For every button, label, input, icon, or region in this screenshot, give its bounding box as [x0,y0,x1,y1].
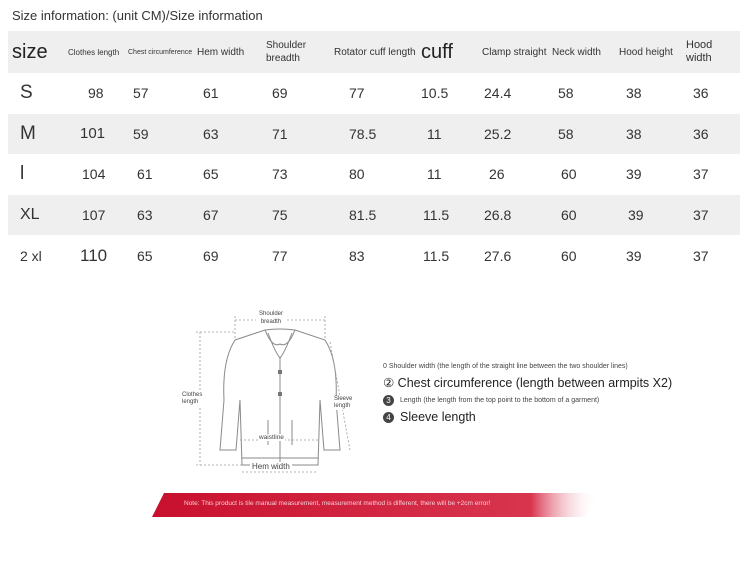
header-rotator-cuff-length: Rotator cuff length [334,46,416,58]
hem-cell: 65 [203,166,219,183]
size-cell: l [20,163,25,185]
rotator-cuff-cell: 80 [349,166,365,183]
header-cuff: cuff [421,40,453,63]
number-4-badge-icon: 4 [383,412,394,423]
header-size: size [12,40,48,63]
header-shoulder-breadth: Shoulder breadth [266,40,307,64]
header-hood-height: Hood height [619,46,673,58]
hood-width-cell: 37 [693,207,709,224]
clamp-cell: 26.8 [484,207,512,224]
size-cell: XL [20,206,40,224]
neck-cell: 60 [561,247,577,264]
table-row [8,235,740,276]
chest-cell: 57 [133,85,149,102]
table-row [8,154,740,195]
table-header-row [8,31,740,73]
shoulder-cell: 77 [272,247,288,264]
hem-width-label: Hem width [252,462,290,471]
hood-height-cell: 39 [626,166,642,183]
measurement-note-text: Note: This product is tile manual measurement, measurement method is different, there will be +2cm error! [184,500,491,507]
rotator-cuff-cell: 77 [349,85,365,102]
hood-height-cell: 39 [628,207,644,224]
shoulder-cell: 71 [272,125,288,142]
measurement-legend [383,362,703,424]
clothes-length-label: Clothes length [182,392,208,406]
clamp-cell: 27.6 [484,247,512,264]
header-neck-width: Neck width [552,46,601,58]
shoulder-breadth-label: Shoulder breadth [256,310,286,326]
measurement-note-banner [152,493,598,517]
clamp-cell: 25.2 [484,125,512,142]
clothes-length-cell: 98 [88,85,104,102]
neck-cell: 58 [558,85,574,102]
hood-width-cell: 36 [693,125,709,142]
hem-cell: 67 [203,207,219,224]
chest-cell: 65 [137,247,153,264]
chest-cell: 63 [137,207,153,224]
page-title: Size information: (unit CM)/Size information [12,8,263,23]
chest-cell: 61 [137,166,153,183]
clothes-length-cell: 104 [82,166,106,183]
neck-cell: 60 [561,166,577,183]
rotator-cuff-cell: 81.5 [349,207,377,224]
neck-cell: 60 [561,207,577,224]
size-cell: M [20,122,36,144]
waistline-label: waistline [259,434,284,441]
sleeve-length-label: Sleeve length [334,396,356,410]
cuff-cell: 11 [427,125,442,142]
table-row [8,114,740,155]
chest-cell: 59 [133,125,149,142]
shoulder-cell: 73 [272,166,288,183]
header-clamp-straight: Clamp straight [482,46,547,58]
table-row [8,73,740,114]
hem-cell: 63 [203,125,219,142]
garment-sketch [180,300,380,478]
neck-cell: 58 [558,125,574,142]
clamp-cell: 26 [489,166,505,183]
legend-sleeve-row [383,410,703,424]
shoulder-cell: 69 [272,85,288,102]
hood-width-cell: 37 [693,166,709,183]
header-chest-circumference: Chest circumference [128,48,193,56]
legend-shoulder-width: 0 Shoulder width (the length of the straight line between the two shoulder lines) [383,363,628,370]
legend-chest-circumference: ② Chest circumference (length between armpits X2) [383,376,673,390]
header-clothes-length: Clothes length [68,47,120,57]
clothes-length-cell: 101 [80,125,106,143]
cuff-cell: 11.5 [423,207,450,224]
table-row [8,195,740,236]
shoulder-cell: 75 [272,207,288,224]
number-3-badge-icon: 3 [383,395,394,406]
hood-height-cell: 38 [626,125,642,142]
hood-height-cell: 38 [626,85,642,102]
clothes-length-cell: 110 [80,245,108,265]
cuff-cell: 10.5 [421,85,449,102]
legend-sleeve-length: Sleeve length [400,410,476,424]
size-cell: S [20,82,33,104]
rotator-cuff-cell: 78.5 [349,125,377,142]
garment-measurement-diagram [180,300,380,478]
header-hem-width: Hem width [197,46,245,58]
hem-cell: 61 [203,85,219,102]
hood-width-cell: 36 [693,85,709,102]
legend-length-row [383,395,703,406]
hood-width-cell: 37 [693,247,709,264]
clamp-cell: 24.4 [484,85,512,102]
rotator-cuff-cell: 83 [349,247,365,264]
clothes-length-cell: 107 [82,207,106,224]
hem-cell: 69 [203,247,219,264]
size-chart-table [8,31,740,276]
cuff-cell: 11.5 [423,247,450,264]
size-cell: 2 xl [20,247,42,264]
hood-height-cell: 39 [626,247,642,264]
cuff-cell: 11 [427,166,442,183]
legend-length: Length (the length from the top point to the bottom of a garment) [400,397,600,404]
header-hood-width: Hood width [686,39,713,64]
